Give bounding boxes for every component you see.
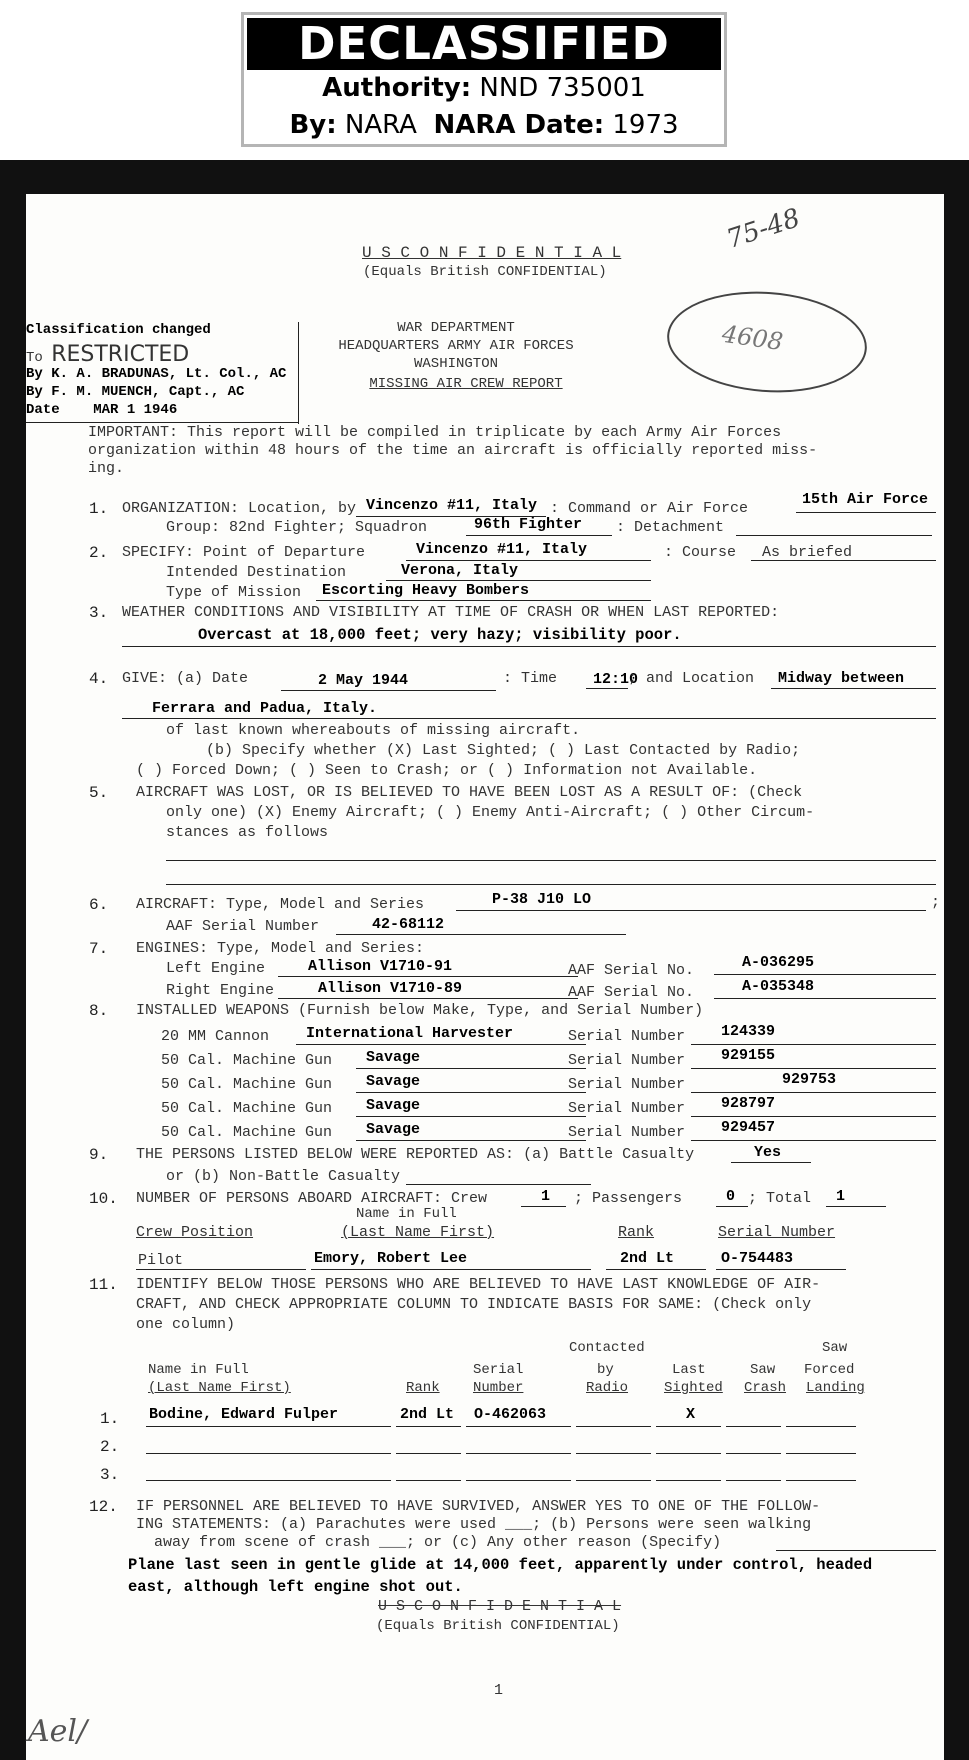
weapon-type: 50 Cal. Machine Gun (161, 1076, 333, 1093)
persons-label: NUMBER OF PERSONS ABOARD AIRCRAFT: Crew (136, 1190, 488, 1207)
command-value: 15th Air Force (802, 491, 929, 508)
department: WAR DEPARTMENT (397, 320, 515, 336)
non-battle-label: or (b) Non-Battle Casualty (166, 1168, 401, 1185)
weapon-serial-label: Serial Number (568, 1100, 686, 1117)
loss-cause-line-1: AIRCRAFT WAS LOST, OR IS BELIEVED TO HAVE BEEN LOST AS A RESULT OF: (Check (136, 784, 803, 801)
aircraft-type-value: P-38 J10 LO (492, 891, 592, 908)
mission-label: Type of Mission (166, 584, 302, 601)
passengers-count: 0 (726, 1188, 736, 1205)
authority-line: Authority: NND 735001 (322, 73, 646, 103)
survival-line-2: ING STATEMENTS: (a) Parachutes were used ___; (b) Persons were seen walking (136, 1516, 812, 1533)
location-value-2: Ferrara and Padua, Italy. (152, 700, 378, 717)
casualty-label: THE PERSONS LISTED BELOW WERE REPORTED AS: (a) Battle Casualty (136, 1146, 695, 1163)
contacted-by-header: by (597, 1362, 614, 1378)
loss-cause-line-2: only one) (X) Enemy Aircraft; ( ) Enemy Anti-Aircraft; ( ) Other Circum- (166, 804, 815, 821)
classification-block (26, 322, 301, 440)
declassified-stamp (241, 12, 727, 147)
weapon-serial: 928797 (721, 1095, 776, 1112)
group-label: Group: 82nd Fighter; Squadron (166, 519, 428, 536)
name-header: Name in Full (356, 1206, 457, 1222)
radio-header: Radio (586, 1380, 629, 1396)
footer-confidential-sub: (Equals British CONFIDENTIAL) (376, 1618, 620, 1634)
remarks-line-1: Plane last seen in gentle glide at 14,000 feet, apparently under control, headed (128, 1556, 873, 1574)
important-line-2: organization within 48 hours of the time an aircraft is officially reported miss- (88, 442, 818, 459)
footer-confidential: U S C O N F I D E N T I A L (378, 1598, 622, 1615)
crew-serial: O-754483 (721, 1250, 794, 1267)
weapon-type: 50 Cal. Machine Gun (161, 1124, 333, 1141)
witness-row-number: 2. (100, 1438, 120, 1456)
weather-value: Overcast at 18,000 feet; very hazy; visibility poor. (198, 626, 682, 644)
classification-title: Classification changed (26, 322, 211, 338)
handwritten-initials: Ael/ (28, 1714, 88, 1749)
section-number: 9. (89, 1146, 109, 1164)
total-label: ; Total (748, 1190, 812, 1207)
total-count: 1 (836, 1188, 846, 1205)
command-label: : Command or Air Force (550, 500, 749, 517)
course-label: : Course (664, 544, 737, 561)
section-number: 2. (89, 544, 109, 562)
weapon-serial: 929457 (721, 1119, 776, 1136)
loss-cause-line-3: stances as follows (166, 824, 329, 841)
section-number: 10. (89, 1190, 118, 1208)
serial-number-header: Serial Number (718, 1224, 836, 1241)
weapon-serial: 929155 (721, 1047, 776, 1064)
aircraft-serial-value: 42-68112 (372, 916, 445, 933)
date-value: 2 May 1944 (318, 672, 409, 689)
section-number: 6. (89, 896, 109, 914)
weapon-serial-label: Serial Number (568, 1076, 686, 1093)
last-sighted-mark: X (686, 1406, 696, 1423)
witness-instructions-2: CRAFT, AND CHECK APPROPRIATE COLUMN TO INDICATE BASIS FOR SAME: (Check only (136, 1296, 812, 1313)
classification-date: Date MAR 1 1946 (26, 402, 178, 418)
right-engine-label: Right Engine (166, 982, 275, 999)
status-options-1: (b) Specify whether (X) Last Sighted; ( ) Last Contacted by Radio; (206, 742, 801, 759)
weapons-label: INSTALLED WEAPONS (Furnish below Make, Type, and Serial Number) (136, 1002, 704, 1019)
engines-label: ENGINES: Type, Model and Series: (136, 940, 425, 957)
classification-by-2: By F. M. MUENCH, Capt., AC (26, 384, 245, 400)
saw-forced-header-1: Saw (822, 1340, 848, 1356)
last-header: Last (672, 1362, 706, 1378)
important-line-1: IMPORTANT: This report will be compiled in triplicate by each Army Air Forces (88, 424, 782, 441)
weapon-type: 20 MM Cannon (161, 1028, 270, 1045)
departure-label: SPECIFY: Point of Departure (122, 544, 366, 561)
casualty-value: Yes (754, 1144, 782, 1161)
report-page (26, 194, 944, 1760)
by-line: By: NARA NARA Date: 1973 (289, 110, 679, 140)
weapon-serial-label: Serial Number (568, 1028, 686, 1045)
scanned-document (0, 160, 969, 1760)
course-value: As briefed (762, 544, 853, 561)
witness-last-first-header: (Last Name First) (148, 1380, 291, 1396)
witness-rank-header: Rank (406, 1380, 440, 1396)
crew-name: Emory, Robert Lee (314, 1250, 468, 1267)
confidential-subheader: (Equals British CONFIDENTIAL) (363, 264, 607, 280)
departure-value: Vincenzo #11, Italy (416, 541, 588, 558)
squadron-value: 96th Fighter (474, 516, 583, 533)
sighted-header: Sighted (664, 1380, 723, 1396)
saw-forced-header-2: Forced (804, 1362, 855, 1378)
crew-count: 1 (541, 1188, 551, 1205)
weapon-make: Savage (366, 1049, 421, 1066)
survival-line-1: IF PERSONNEL ARE BELIEVED TO HAVE SURVIVED, ANSWER YES TO ONE OF THE FOLLOW- (136, 1498, 821, 1515)
status-options-2: ( ) Forced Down; ( ) Seen to Crash; or ( ) Information not Available. (136, 762, 758, 779)
page-number: 1 (494, 1682, 504, 1699)
section-number: 3. (89, 604, 109, 622)
whereabouts-text: of last known whereabouts of missing aircraft. (166, 722, 581, 739)
crew-position: Pilot (138, 1252, 184, 1269)
declassified-title: DECLASSIFIED (247, 18, 721, 70)
witness-name: Bodine, Edward Fulper (149, 1406, 339, 1423)
semicolon: ; (931, 894, 941, 911)
location-label: ; and Location (628, 670, 755, 687)
organization-label: ORGANIZATION: Location, by (122, 500, 357, 517)
witness-row-number: 3. (100, 1466, 120, 1484)
rank-header: Rank (618, 1224, 655, 1241)
weapon-type: 50 Cal. Machine Gun (161, 1052, 333, 1069)
section-number: 5. (89, 784, 109, 802)
right-engine-serial: A-035348 (742, 978, 815, 995)
section-number: 4. (89, 670, 109, 688)
organization-location: Vincenzo #11, Italy (366, 497, 538, 514)
mission-value: Escorting Heavy Bombers (322, 582, 530, 599)
crash-header: Crash (744, 1380, 787, 1396)
witness-row-number: 1. (100, 1410, 120, 1428)
weather-label: WEATHER CONDITIONS AND VISIBILITY AT TIME OF CRASH OR WHEN LAST REPORTED: (122, 604, 780, 621)
section-number: 12. (89, 1498, 118, 1516)
oval-number: 4608 (720, 319, 785, 357)
contacted-header: Contacted (569, 1340, 645, 1356)
left-engine-serial: A-036295 (742, 954, 815, 971)
time-value: 12:10 (593, 671, 639, 688)
right-engine-value: Allison V1710-89 (318, 980, 463, 997)
witness-rank: 2nd Lt (400, 1406, 455, 1423)
weapon-type: 50 Cal. Machine Gun (161, 1100, 333, 1117)
date-label: GIVE: (a) Date (122, 670, 249, 687)
left-engine-value: Allison V1710-91 (308, 958, 453, 975)
survival-line-3: away from scene of crash ___; or (c) Any other reason (Specify) (154, 1534, 722, 1551)
witness-serial: O-462063 (474, 1406, 547, 1423)
left-engine-serial-label: AAF Serial No. (568, 962, 695, 979)
section-number: 8. (89, 1002, 109, 1020)
section-number: 7. (89, 940, 109, 958)
saw-crash-header-1: Saw (750, 1362, 776, 1378)
section-number: 11. (89, 1276, 118, 1294)
crew-rank: 2nd Lt (620, 1250, 675, 1267)
important-line-3: ing. (88, 460, 125, 477)
left-engine-label: Left Engine (166, 960, 266, 977)
last-name-first-header: (Last Name First) (341, 1224, 495, 1241)
aircraft-serial-label: AAF Serial Number (166, 918, 320, 935)
handwritten-number: 75-48 (723, 203, 804, 255)
weapon-make: International Harvester (306, 1025, 514, 1042)
time-label: : Time (503, 670, 558, 687)
destination-value: Verona, Italy (401, 562, 519, 579)
detachment-label: : Detachment (616, 519, 725, 536)
weapon-make: Savage (366, 1073, 421, 1090)
witness-instructions-3: one column) (136, 1316, 236, 1333)
landing-header: Landing (806, 1380, 865, 1396)
weapon-serial-label: Serial Number (568, 1052, 686, 1069)
remarks-line-2: east, although left engine shot out. (128, 1578, 463, 1596)
weapon-serial: 124339 (721, 1023, 776, 1040)
right-engine-serial-label: AAF Serial No. (568, 984, 695, 1001)
city: WASHINGTON (413, 356, 498, 372)
aircraft-label: AIRCRAFT: Type, Model and Series (136, 896, 425, 913)
weapon-serial-label: Serial Number (568, 1124, 686, 1141)
weapon-make: Savage (366, 1097, 421, 1114)
location-value-1: Midway between (778, 670, 905, 687)
classification-to: To RESTRICTED (26, 342, 190, 367)
confidential-header: U S C O N F I D E N T I A L (362, 244, 622, 262)
weapon-make: Savage (366, 1121, 421, 1138)
destination-label: Intended Destination (166, 564, 347, 581)
report-title: MISSING AIR CREW REPORT (369, 376, 563, 392)
passengers-label: ; Passengers (574, 1190, 683, 1207)
classification-by-1: By K. A. BRADUNAS, Lt. Col., AC (26, 366, 287, 382)
witness-instructions-1: IDENTIFY BELOW THOSE PERSONS WHO ARE BELIEVED TO HAVE LAST KNOWLEDGE OF AIR- (136, 1276, 821, 1293)
serial-header-1: Serial (473, 1362, 524, 1378)
weapon-serial: 929753 (782, 1071, 837, 1088)
section-number: 1. (89, 500, 109, 518)
headquarters: HEADQUARTERS ARMY AIR FORCES (338, 338, 574, 354)
crew-position-header: Crew Position (136, 1224, 254, 1241)
witness-name-header: Name in Full (148, 1362, 249, 1378)
serial-header-2: Number (473, 1380, 524, 1396)
